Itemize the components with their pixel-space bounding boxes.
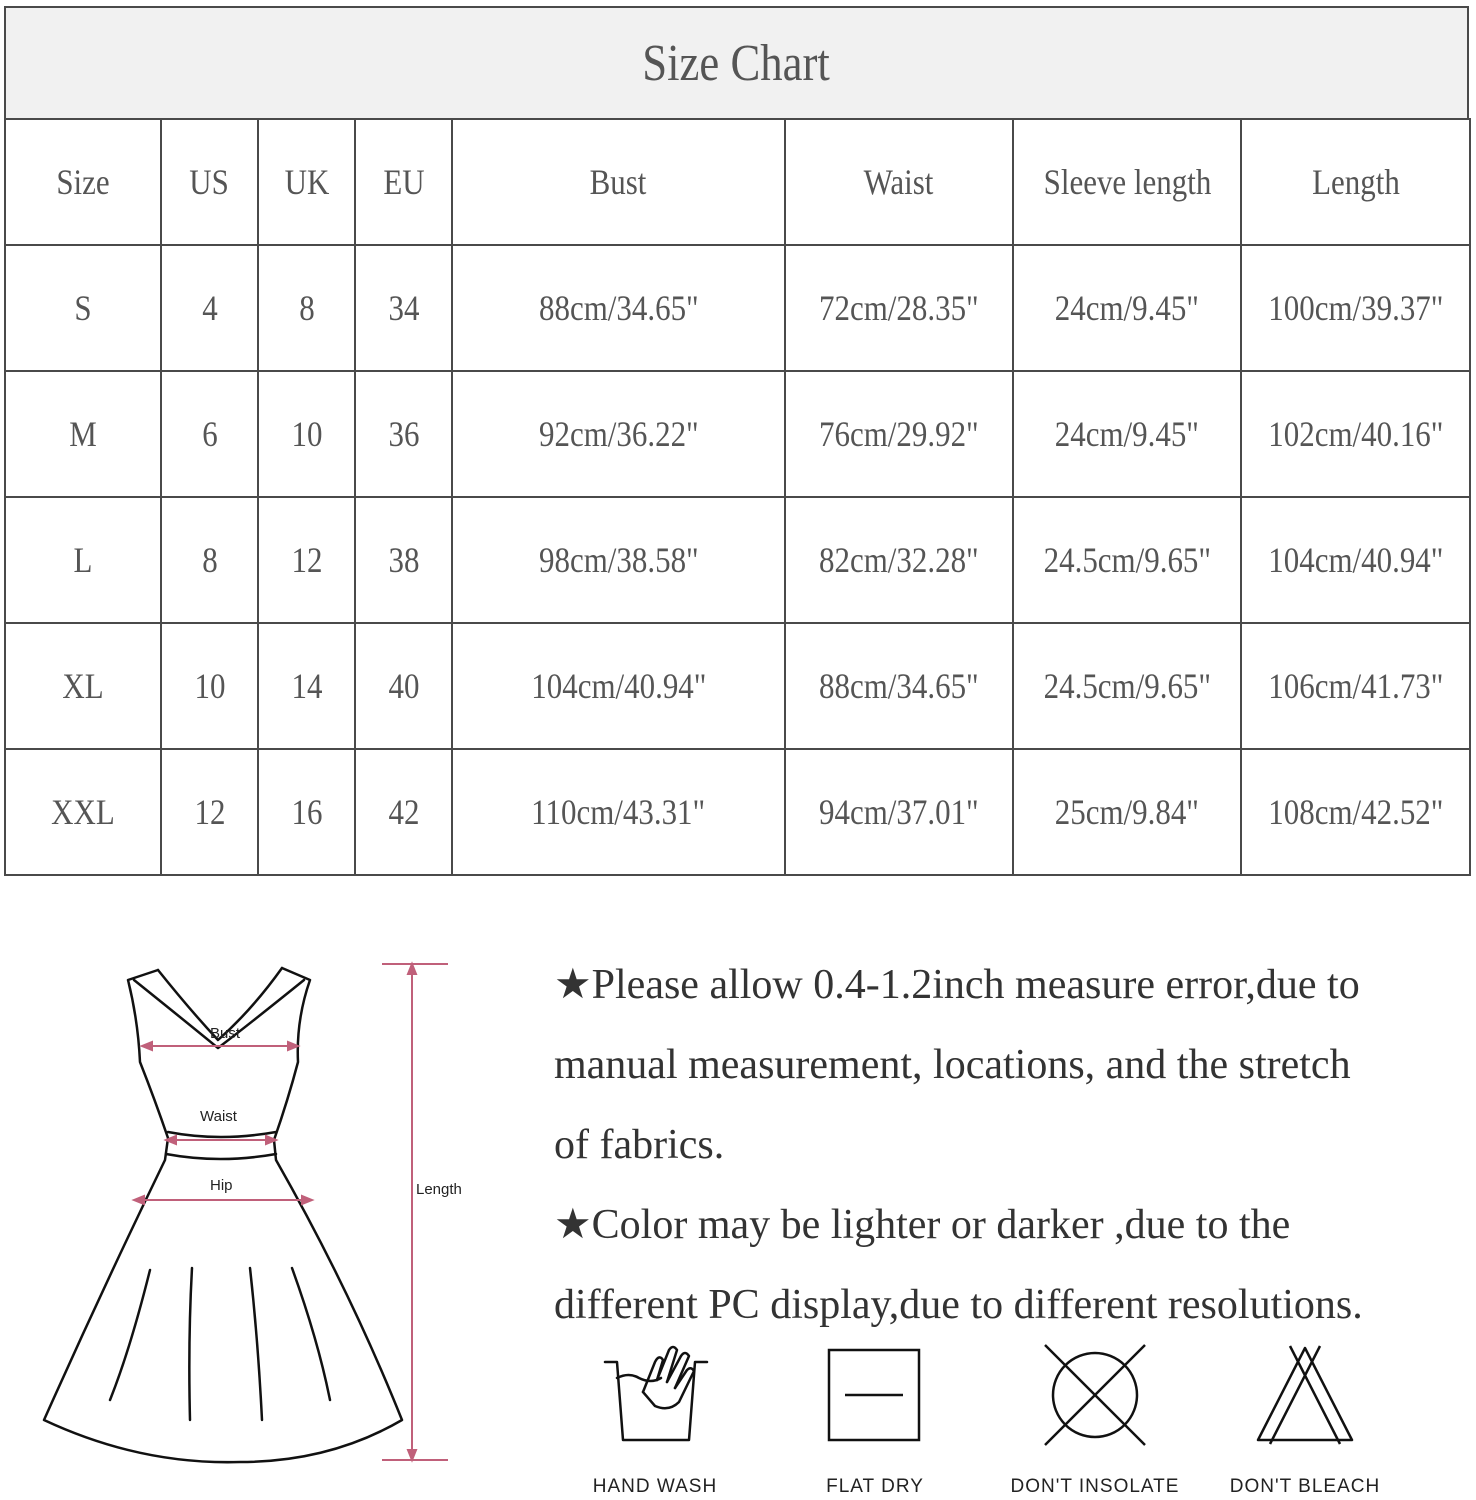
table-cell: 76cm/29.92" <box>785 371 1013 497</box>
flat-dry-label: FLAT DRY <box>826 1476 924 1497</box>
table-cell: L <box>5 497 161 623</box>
table-cell: 24.5cm/9.65" <box>1013 497 1241 623</box>
header-waist: Waist <box>785 119 1013 245</box>
table-cell: 16 <box>258 749 355 875</box>
table-cell: 25cm/9.84" <box>1013 749 1241 875</box>
table-cell: 100cm/39.37" <box>1241 245 1470 371</box>
size-chart <box>4 6 1469 876</box>
table-row <box>5 623 1470 749</box>
table-cell: 38 <box>355 497 452 623</box>
size-chart-title: Size Chart <box>642 34 831 92</box>
table-cell: 8 <box>258 245 355 371</box>
table-cell: 104cm/40.94" <box>452 623 785 749</box>
table-cell: 108cm/42.52" <box>1241 749 1470 875</box>
table-cell: 34 <box>355 245 452 371</box>
care-notes <box>554 945 1469 1345</box>
table-cell: 110cm/43.31" <box>452 749 785 875</box>
table-cell: 8 <box>161 497 258 623</box>
header-us: US <box>161 119 258 245</box>
table-cell: 6 <box>161 371 258 497</box>
table-cell: 10 <box>258 371 355 497</box>
table-cell: 88cm/34.65" <box>452 245 785 371</box>
dont-insolate-label: DON'T INSOLATE <box>1010 1476 1180 1497</box>
header-eu: EU <box>355 119 452 245</box>
header-uk: UK <box>258 119 355 245</box>
size-chart-title-bar <box>4 6 1469 118</box>
no-sun-drying-icon <box>1040 1340 1150 1450</box>
header-sleeve-length: Sleeve length <box>1013 119 1241 245</box>
dress-measurement-diagram <box>30 950 480 1470</box>
table-cell: 82cm/32.28" <box>785 497 1013 623</box>
table-cell: 4 <box>161 245 258 371</box>
table-cell: 24cm/9.45" <box>1013 371 1241 497</box>
table-cell: 42 <box>355 749 452 875</box>
table-cell: 106cm/41.73" <box>1241 623 1470 749</box>
header-size: Size <box>5 119 161 245</box>
length-label: Length <box>416 1181 462 1198</box>
table-header-row <box>5 119 1470 245</box>
table-cell: S <box>5 245 161 371</box>
table-cell: 40 <box>355 623 452 749</box>
table-cell: 98cm/38.58" <box>452 497 785 623</box>
hip-label: Hip <box>210 1177 233 1194</box>
measure-lines <box>134 964 448 1460</box>
bust-label: Bust <box>210 1025 241 1042</box>
table-cell: M <box>5 371 161 497</box>
table-row <box>5 497 1470 623</box>
hand-wash-icon <box>595 1340 715 1450</box>
header-bust: Bust <box>452 119 785 245</box>
flat-dry-icon <box>825 1340 925 1450</box>
table-cell: 14 <box>258 623 355 749</box>
care-flat-dry <box>800 1340 950 1500</box>
table-cell: 12 <box>258 497 355 623</box>
table-row <box>5 245 1470 371</box>
table-cell: 10 <box>161 623 258 749</box>
no-bleach-icon <box>1250 1340 1360 1450</box>
hand-wash-label: HAND WASH <box>592 1476 718 1497</box>
table-row <box>5 749 1470 875</box>
table-cell: 104cm/40.94" <box>1241 497 1470 623</box>
table-row <box>5 371 1470 497</box>
header-length: Length <box>1241 119 1470 245</box>
table-cell: XXL <box>5 749 161 875</box>
table-cell: 36 <box>355 371 452 497</box>
table-cell: 12 <box>161 749 258 875</box>
dont-bleach-label: DON'T BLEACH <box>1229 1476 1381 1497</box>
care-hand-wash <box>580 1340 730 1500</box>
table-cell: 94cm/37.01" <box>785 749 1013 875</box>
table-cell: 24cm/9.45" <box>1013 245 1241 371</box>
note-measure-error: ★Please allow 0.4-1.2inch measure error,due to manual measurement, locations, and the stretch of fabrics. <box>554 962 1360 1168</box>
table-cell: 88cm/34.65" <box>785 623 1013 749</box>
waist-label: Waist <box>200 1108 237 1125</box>
care-dont-insolate <box>1010 1340 1180 1500</box>
table-cell: 92cm/36.22" <box>452 371 785 497</box>
table-cell: 24.5cm/9.65" <box>1013 623 1241 749</box>
size-table <box>4 118 1471 876</box>
note-color-difference: ★Color may be lighter or darker ,due to the different PC display,due to different resolutions. <box>554 1202 1363 1328</box>
table-cell: 72cm/28.35" <box>785 245 1013 371</box>
table-cell: XL <box>5 623 161 749</box>
table-cell: 102cm/40.16" <box>1241 371 1470 497</box>
care-dont-bleach <box>1222 1340 1388 1500</box>
